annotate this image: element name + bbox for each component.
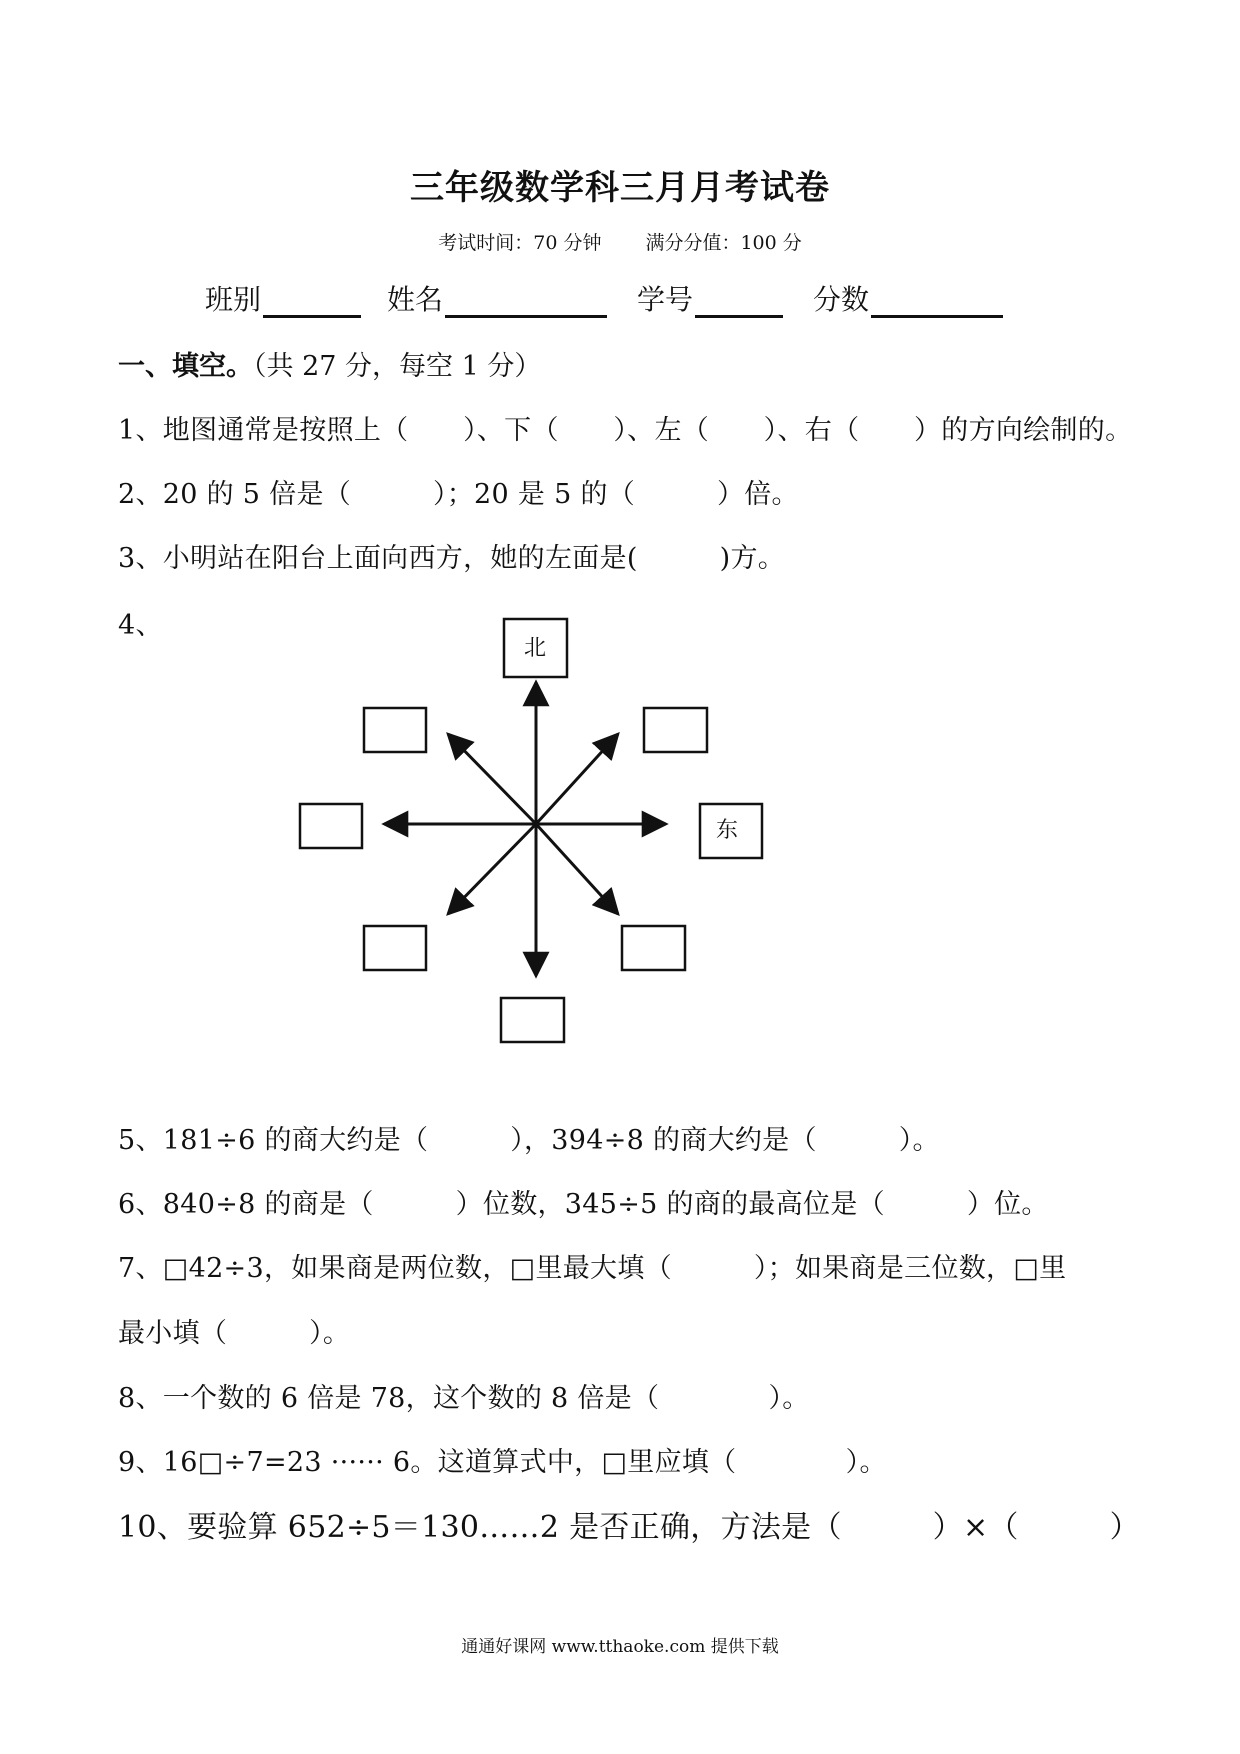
question-4: 4、: [118, 610, 163, 641]
arrow-northeast: [536, 734, 618, 824]
question-2: 2、20 的 5 倍是（ ）；20 是 5 的（ ）倍。: [118, 479, 799, 510]
score-label: 分数: [813, 283, 870, 316]
compass-diagram: [280, 610, 820, 1060]
northwest-answer-box[interactable]: [364, 708, 426, 752]
northeast-answer-box[interactable]: [644, 708, 707, 752]
question-8: 8、一个数的 6 倍是 78，这个数的 8 倍是（ ）。: [118, 1383, 810, 1414]
exam-title: 三年级数学科三月月考试卷: [410, 168, 830, 208]
question-10: 10、要验算 652÷5＝130……2 是否正确，方法是（ ）×（ ）: [118, 1510, 1140, 1545]
section-heading: [118, 344, 541, 383]
exam-time: 考试时间：70 分钟: [438, 232, 602, 254]
southeast-answer-box[interactable]: [622, 926, 685, 970]
student-no-field: [637, 278, 783, 318]
class-label: 班别: [205, 283, 262, 316]
question-7-line-1: 7、□42÷3，如果商是两位数，□里最大填（ ）；如果商是三位数，□里: [118, 1253, 1067, 1284]
footer-source: 通通好课网 www.tthaoke.com 提供下载: [461, 1637, 779, 1657]
section-heading-note: （共 27 分，每空 1 分）: [253, 351, 542, 382]
class-field: [205, 278, 361, 318]
question-3: 3、小明站在阳台上面向西方，她的左面是( )方。: [118, 543, 786, 574]
full-score: 满分分值：100 分: [645, 232, 802, 254]
student-no-label: 学号: [637, 283, 694, 316]
score-field: [813, 278, 1003, 318]
score-blank-line[interactable]: [871, 287, 1003, 318]
question-1: 1、地图通常是按照上（ ）、下（ ）、左（ ）、右（ ）的方向绘制的。: [118, 415, 1133, 446]
arrow-northwest: [448, 734, 536, 824]
class-blank-line[interactable]: [263, 287, 361, 318]
north-label: 北: [523, 636, 547, 661]
west-answer-box[interactable]: [300, 804, 362, 848]
name-field: [387, 278, 607, 318]
arrow-southeast: [536, 824, 618, 914]
south-answer-box[interactable]: [501, 998, 564, 1042]
question-6: 6、840÷8 的商是（ ）位数，345÷5 的商的最高位是（ ）位。: [118, 1189, 1049, 1220]
student-info-row: [205, 278, 1003, 318]
exam-subtitle: [0, 228, 1240, 255]
name-blank-line[interactable]: [445, 287, 607, 318]
question-9: 9、16□÷7=23 ······ 6。这道算式中，□里应填（ ）。: [118, 1447, 887, 1478]
arrow-southwest: [448, 824, 536, 914]
name-label: 姓名: [387, 283, 444, 316]
question-7-line-2: 最小填（ ）。: [118, 1318, 351, 1349]
east-label: 东: [715, 818, 739, 843]
question-5: 5、181÷6 的商大约是（ ），394÷8 的商大约是（ ）。: [118, 1125, 940, 1156]
section-heading-title: 一、填空。: [118, 351, 253, 382]
student-no-blank-line[interactable]: [695, 287, 783, 318]
southwest-answer-box[interactable]: [364, 926, 426, 970]
